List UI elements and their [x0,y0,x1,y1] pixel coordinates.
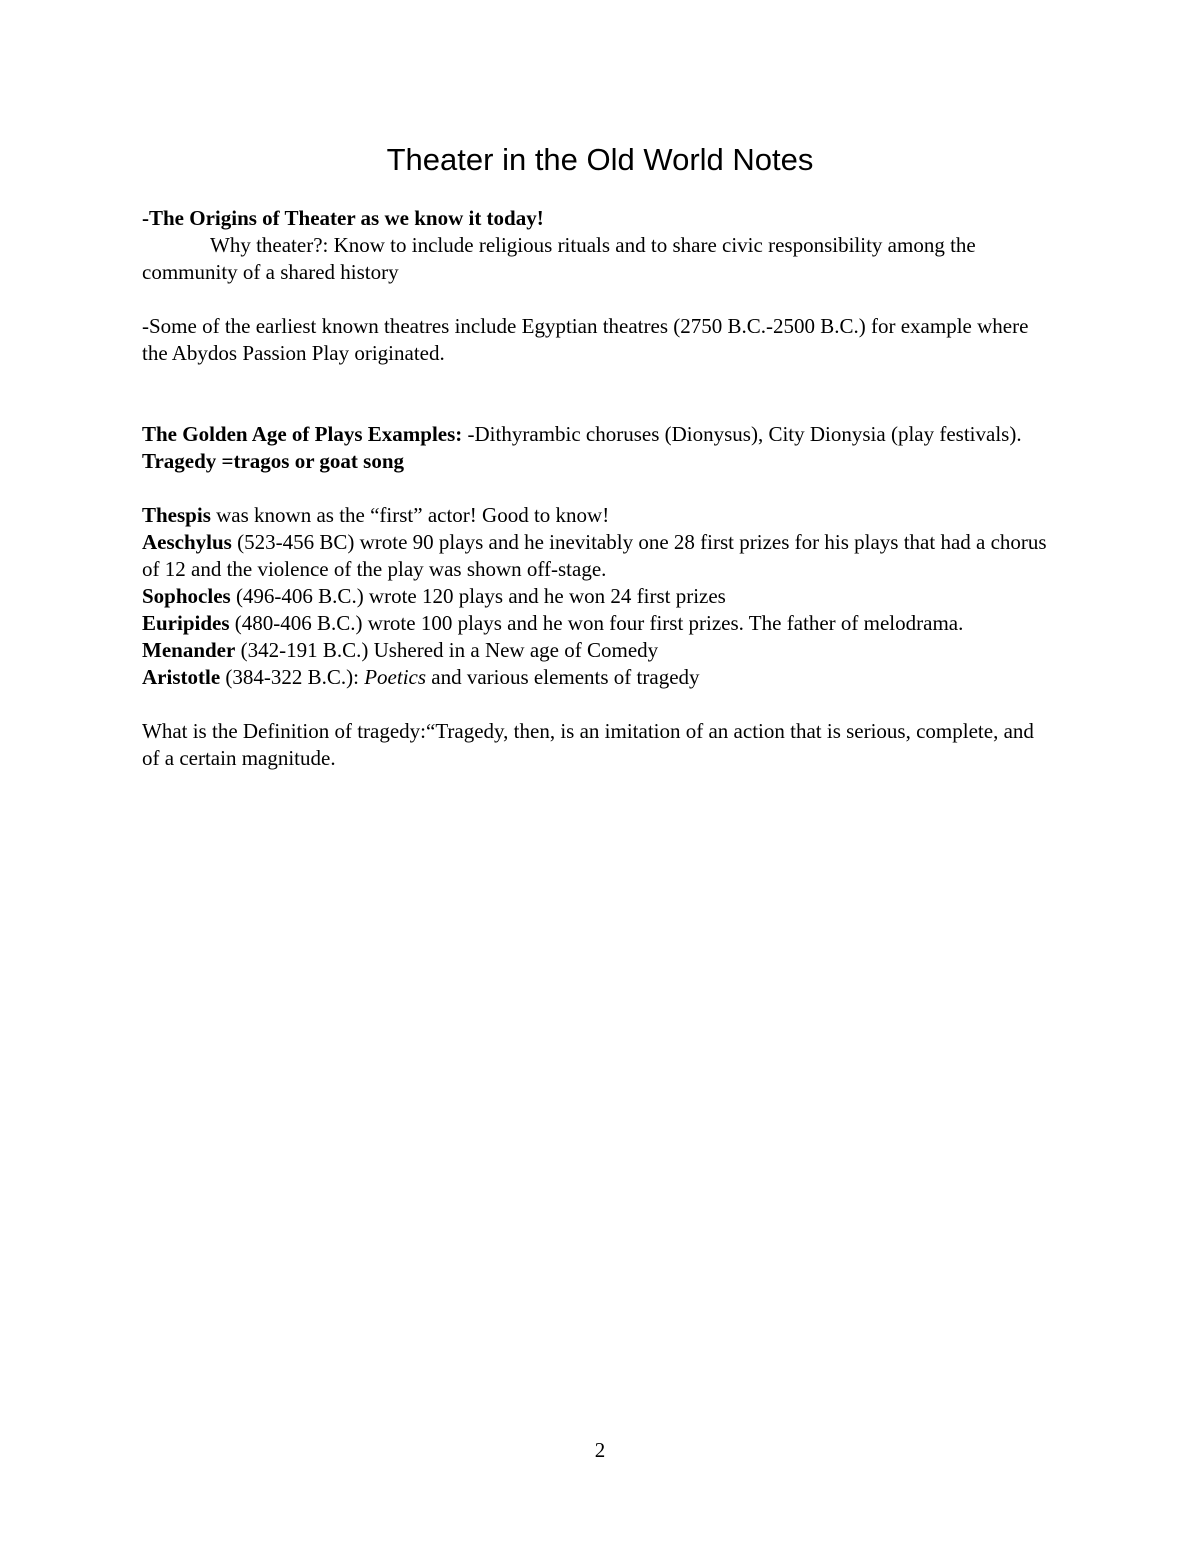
person-aeschylus [142,529,1052,583]
person-name: Aristotle [142,665,221,689]
definition-paragraph: What is the Definition of tragedy:“Tragedy, then, is an imitation of an action that is serious, complete, and of a certain magnitude. [142,719,1034,770]
why-theater-paragraph: Why theater?: Know to include religious rituals and to share civic responsibility among the community of a shared history [142,233,976,284]
spacer [142,367,1052,421]
page-number: 2 [594,1438,606,1462]
person-text: (496-406 B.C.) wrote 120 plays and he won 24 first prizes [230,584,726,608]
person-name: Thespis [142,503,211,527]
document-body [142,205,1052,772]
poetics-title: Poetics [364,665,427,689]
person-aristotle [142,664,1052,691]
golden-age-text: -Dithyrambic choruses (Dionysus), City Dionysia (play festivals). [462,422,1022,446]
person-name: Aeschylus [142,530,232,554]
person-text: was known as the “first” actor! Good to know! [210,503,610,527]
golden-age-label: The Golden Age of Plays Examples: [142,422,463,446]
aristotle-dates: (384-322 B.C.): [220,665,365,689]
person-name: Menander [142,638,236,662]
spacer [142,475,1052,502]
golden-age-paragraph [142,421,1052,475]
person-name: Sophocles [142,584,231,608]
earliest-theatres-paragraph: -Some of the earliest known theatres include Egyptian theatres (2750 B.C.-2500 B.C.) for example where the Abydos Passion Play originated. [142,314,1029,365]
person-text: (523-456 BC) wrote 90 plays and he inevitably one 28 first prizes for his plays that had a chorus of 12 and the violence of the play was shown off-stage. [142,530,1047,581]
origins-heading [142,205,1052,232]
spacer [142,286,1052,313]
person-name: Euripides [142,611,230,635]
person-euripides [142,610,1052,637]
person-thespis [142,502,1052,529]
person-menander [142,637,1052,664]
person-text: (480-406 B.C.) wrote 100 plays and he won four first prizes. The father of melodrama. [229,611,964,635]
person-text: (342-191 B.C.) Ushered in a New age of Comedy [235,638,659,662]
tragedy-definition-bold: Tragedy =tragos or goat song [142,449,405,473]
aristotle-text: and various elements of tragedy [426,665,700,689]
person-sophocles [142,583,1052,610]
page-title: Theater in the Old World Notes [386,142,814,177]
origins-heading-text: -The Origins of Theater as we know it today! [142,206,544,230]
spacer [142,691,1052,718]
